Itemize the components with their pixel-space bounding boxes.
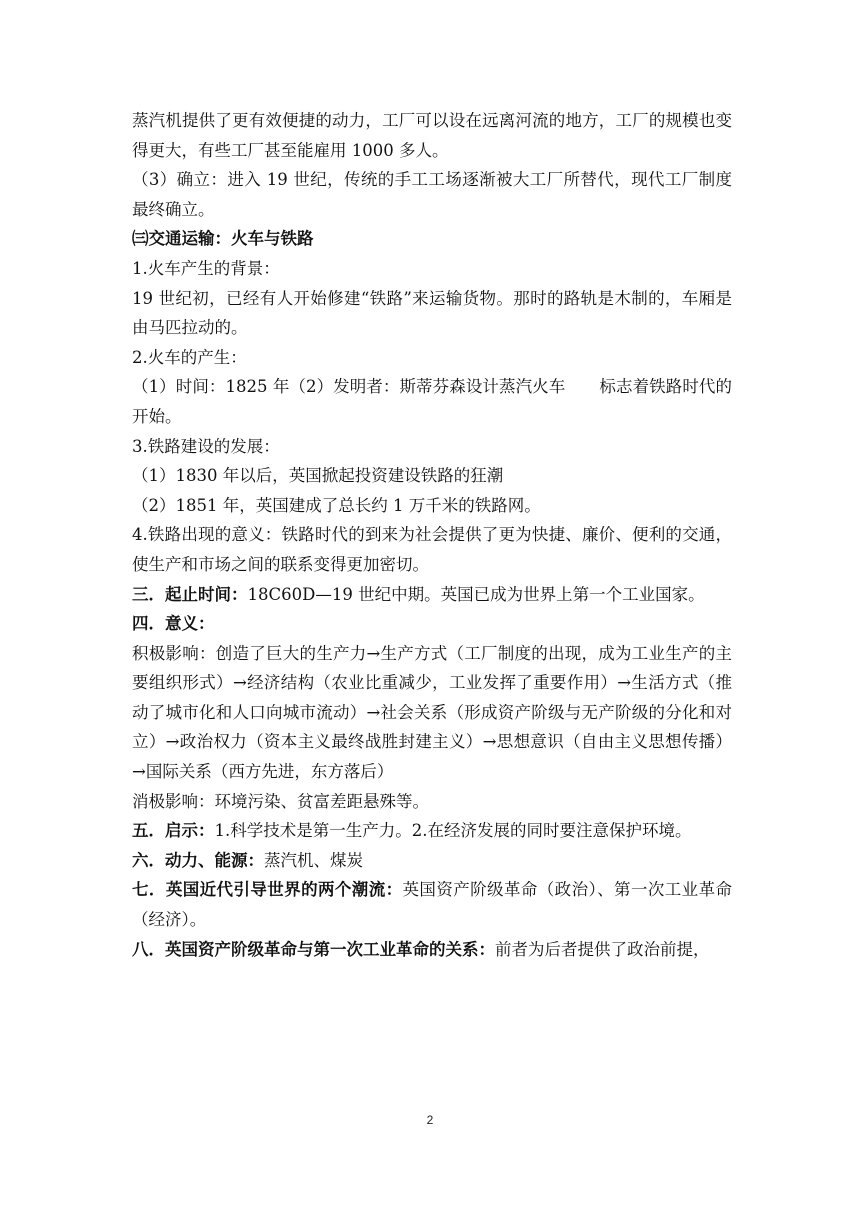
- train-origin-significance: 标志着铁路时代的开始。: [132, 377, 732, 426]
- timespan-text: 18C60D—19 世纪中期。英国已成为世界上第一个工业国家。: [247, 584, 705, 604]
- paragraph-negative-impact: 消极影响：环境污染、贫富差距悬殊等。: [132, 791, 429, 811]
- two-trends-text: 英国资产阶级革命（政治）、第一次工业革命（经济）。: [132, 880, 733, 930]
- paragraph-steam-power: 蒸汽机提供了更有效便捷的动力，工厂可以设在远离河流的地方，工厂的规模也变得更大，有些工厂甚至能雇用 1000 多人。: [132, 111, 732, 160]
- paragraph-factory-established: （3）确立：进入 19 世纪，传统的手工工场逐渐被大工厂所替代，现代工厂制度最终确立。: [132, 170, 732, 219]
- section-power-energy: [132, 846, 732, 876]
- train-origin-time-inventor: （1）时间：1825 年（2）发明者：斯蒂芬森设计蒸汽火车: [132, 377, 566, 397]
- section-heading-significance: 四．意义：: [132, 614, 215, 634]
- subheading-train-background: 1.火车产生的背景：: [132, 258, 280, 278]
- page-number: 2: [426, 1113, 434, 1127]
- page-content: [132, 106, 732, 964]
- subheading-train-origin: 2.火车的产生：: [132, 347, 247, 367]
- section-heading-transport: ㈢交通运输：火车与铁路: [132, 229, 314, 249]
- paragraph-positive-impact: 积极影响：创造了巨大的生产力→生产方式（工厂制度的出现，成为工业生产的主要组织形式）→经济结构（农业比重减少，工业发挥了重要作用）→生活方式（推动了城市化和人口向城市流动）→社会关系（形成资产阶级与无产阶级的分化和对立）→政治权力（资本主义最终战胜封建主义）→思想意识（自由主义思想传播）→国际关系（西方先进，东方落后）: [132, 643, 732, 782]
- paragraph-railway-significance: 4.铁路出现的意义：铁路时代的到来为社会提供了更为快捷、廉价、便利的交通，使生产和市场之间的联系变得更加密切。: [132, 525, 732, 574]
- relationship-text: 前者为后者提供了政治前提，: [495, 939, 710, 959]
- section-relationship: [132, 935, 732, 965]
- power-energy-text: 蒸汽机、煤炭: [264, 850, 363, 870]
- section-insight: [132, 816, 732, 846]
- insight-text: 1.科学技术是第一生产力。2.在经济发展的同时要注意保护环境。: [214, 821, 692, 841]
- paragraph-railway-1851: （2）1851 年，英国建成了总长约 1 万千米的铁路网。: [132, 495, 541, 515]
- section-heading-relationship: 八．英国资产阶级革命与第一次工业革命的关系：: [132, 939, 495, 959]
- section-heading-two-trends: 七．英国近代引导世界的两个潮流：: [132, 880, 403, 900]
- section-two-trends: [132, 875, 732, 934]
- subheading-railway-development: 3.铁路建设的发展：: [132, 436, 280, 456]
- paragraph-train-origin: [132, 372, 732, 431]
- section-heading-insight: 五．启示：: [132, 821, 215, 841]
- section-heading-timespan: 三．起止时间：: [132, 584, 248, 604]
- paragraph-railway-1830: （1）1830 年以后，英国掀起投资建设铁路的狂潮: [132, 466, 504, 486]
- section-heading-power-energy: 六．动力、能源：: [132, 850, 264, 870]
- paragraph-train-background: 19 世纪初，已经有人开始修建“铁路”来运输货物。那时的路轨是木制的，车厢是由马匹拉动的。: [132, 288, 732, 338]
- section-timespan: [132, 580, 732, 610]
